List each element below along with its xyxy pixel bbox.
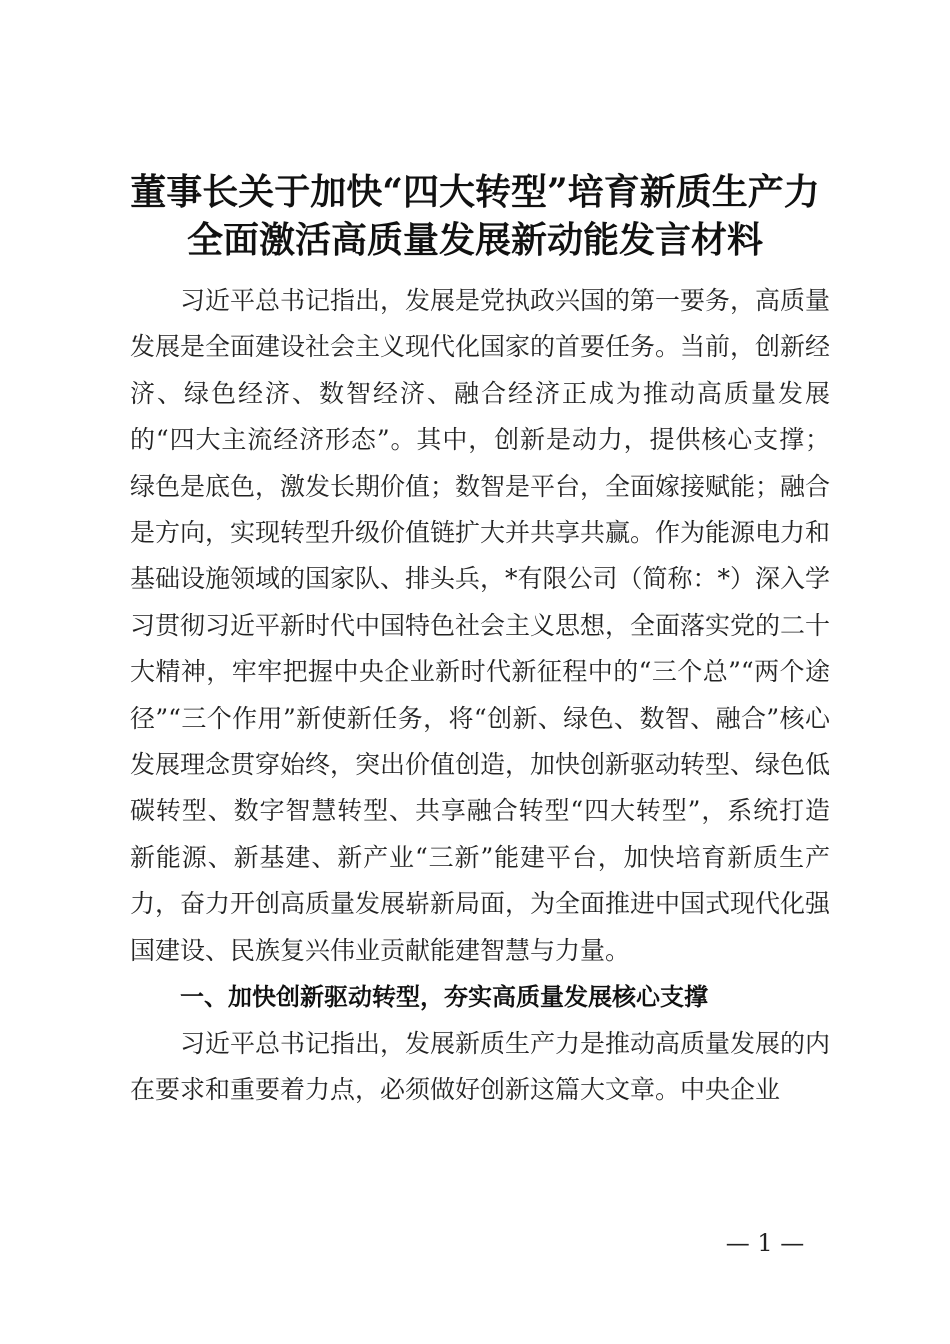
- section-paragraph: 习近平总书记指出，发展新质生产力是推动高质量发展的内在要求和重要着力点，必须做好创新这篇大文章。中央企业: [130, 1028, 831, 1104]
- title-line-1: 董事长关于加快“四大转型”培育新质生产力: [130, 171, 820, 213]
- document-title: [100, 168, 850, 264]
- document-body: [130, 278, 830, 1113]
- intro-paragraph: 习近平总书记指出，发展是党执政兴国的第一要务，高质量发展是全面建设社会主义现代化国家的首要任务。当前，创新经济、绿色经济、数智经济、融合经济正成为推动高质量发展的“四大主流经济形态”。其中，创新是动力，提供核心支撑；绿色是底色，激发长期价值；数智是平台，全面嫁接赋能；融合是方向，实现转型升级价值链扩大并共享共赢。作为能源电力和基础设施领域的国家队、排头兵，*有限公司（简称：*）深入学习贯彻习近平新时代中国特色社会主义思想，全面落实党的二十大精神，牢牢把握中央企业新时代新征程中的“三个总”“两个途径”“三个作用”新使新任务，将“创新、绿色、数智、融合”核心发展理念贯穿始终，突出价值创造，加快创新驱动转型、绿色低碳转型、数字智慧转型、共享融合转型“四大转型”，系统打造新能源、新基建、新产业“三新”能建平台，加快培育新质生产力，奋力开创高质量发展崭新局面，为全面推进中国式现代化强国建设、民族复兴伟业贡献能建智慧与力量。: [130, 286, 831, 965]
- title-line-2: 全面激活高质量发展新动能发言材料: [186, 219, 763, 261]
- section-heading: 一、加快创新驱动转型，夯实高质量发展核心支撑: [180, 983, 708, 1012]
- page-number: — 1 —: [725, 1229, 805, 1257]
